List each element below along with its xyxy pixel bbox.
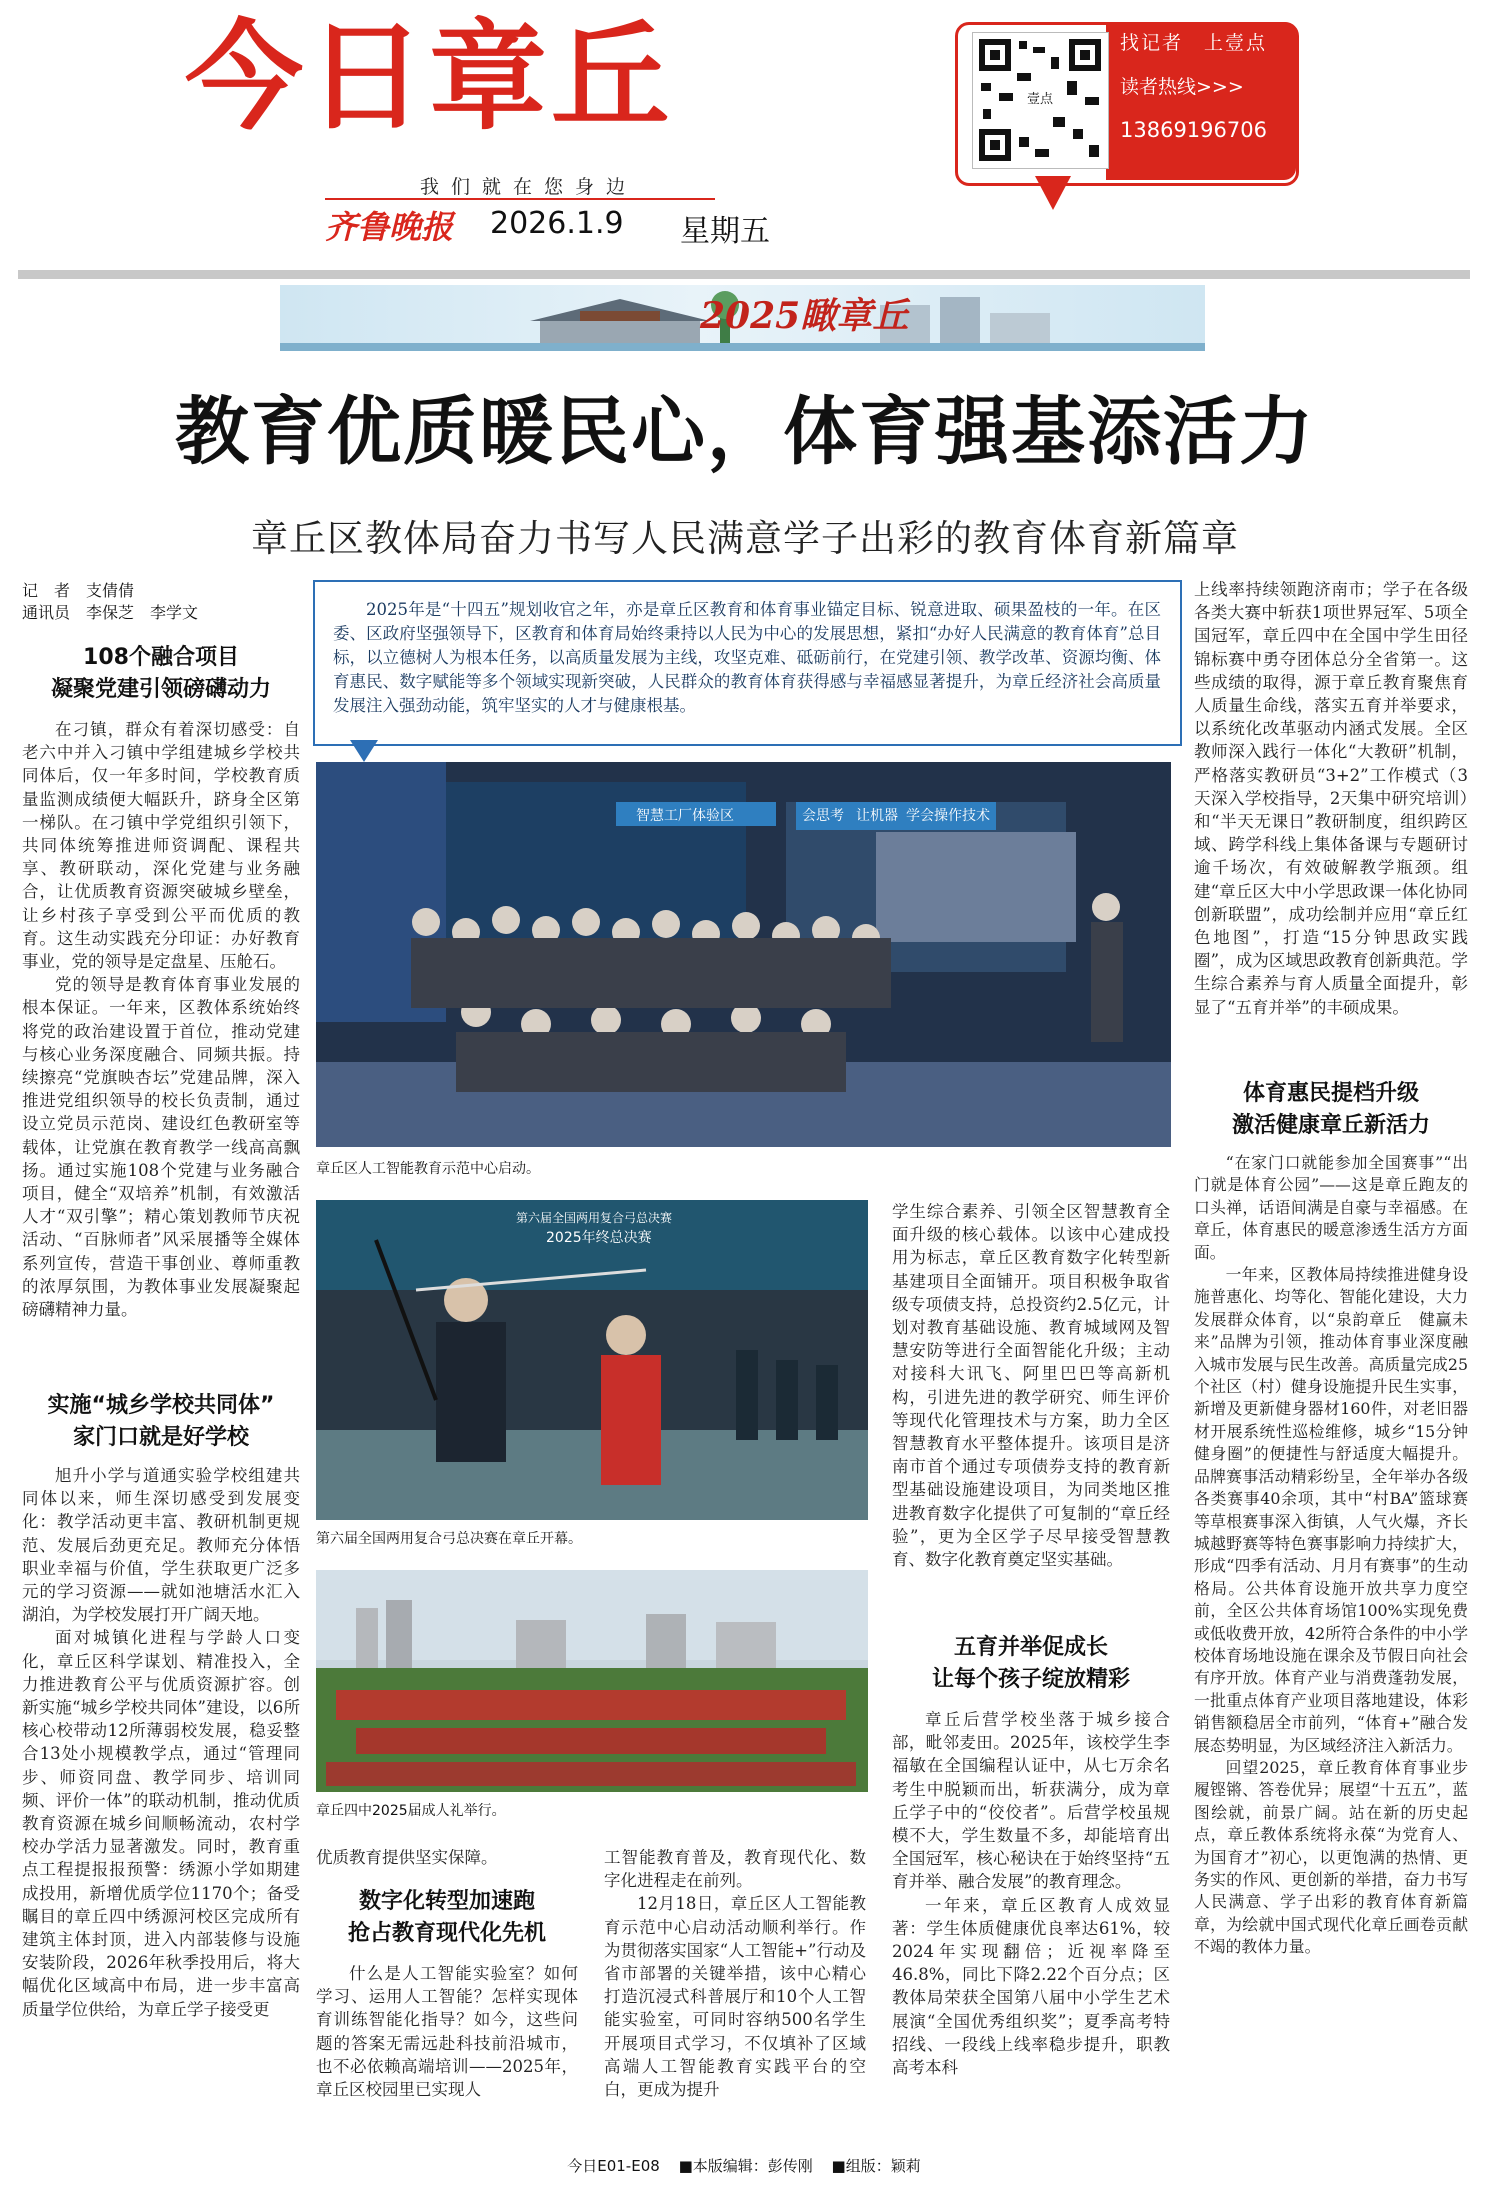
section-title-line: 体育惠民提档升级 (1242, 1081, 1419, 1106)
section-title-digital (316, 1886, 578, 1950)
masthead-title: 今日章丘 (185, 8, 674, 146)
article-column-5b (1194, 1152, 1468, 1959)
article-paragraph: 一年来，区教体局持续推进健身设施普惠化、均等化、智能化建设，大力发展群众体育，以“泉韵章丘 健赢未来”品牌为引领，推动体育事业深度融入城市发展与民生改善。高质量完成25个社区（村）健身设施提升民生实事，新增及更新健身器材160件，对老旧器材开展系统性巡检维修，城乡“15分钟健身圈”的便捷性与舒适度大幅提升。品牌赛事活动精彩纷呈，全年举办各级各类赛事40余项，其中“村BA”篮球赛等草根赛事深入街镇，人气火爆，齐长城越野赛等特色赛事影响力持续扩大，形成“四季有活动、月月有赛事”的生动格局。公共体育设施开放共享力度空前，全区公共体育场馆100%实现免费或低收费开放，42所符合条件的中小学校体育场地设施在课余及节假日向社会有序开放。体育产业与消费蓬勃发展，一批重点体育产业项目落地建设，体彩销售额稳居全市前列，“体育+”融合发展态势明显，为区域经济注入新活力。 (1194, 1265, 1468, 1755)
square-icon: ■ (831, 2157, 846, 2175)
article-paragraph: 旭升小学与道通实验学校组建共同体以来，师生深切感受到发展变化：教学活动更丰富、教研机制更规范、发展后劲更充足。教师充分体悟职业幸福与价值，学生获取更广泛多元的学习资源——就如池塘活水汇入湖泊，为学校发展打开广阔天地。 (22, 1466, 300, 1625)
section-title-line: 让每个孩子绽放精彩 (931, 1667, 1130, 1692)
article-paragraph: 面对城镇化进程与学龄人口变化，章丘区科学谋划、精准投入，全力推进教育公平与优质资源扩容。创新实施“城乡学校共同体”建设，以6所核心校带动12所薄弱校发展，稳妥整合13处小规模教学点，通过“管理同步、师资同盘、教学同步、培训同频、评价一体”的联动机制，推动优质教育资源在城乡间顺畅流动，农村学校办学活力显著激发。同时，教育重点工程提报报预警：绣源小学如期建成投用，新增优质学位1170个；备受瞩目的章丘四中绣源河校区完成所有建筑主体封顶，进入内部装修与设施安装阶段，2026年秋季投用后，将大幅优化区域高中布局，进一步丰富高质量学位供给，为章丘学子接受更 (22, 1628, 300, 2019)
article-column-3 (604, 1846, 866, 2101)
article-paragraph: 党的领导是教育体育事业发展的根本保证。一年来，区教体系统始终将党的政治建设置于首位，推动党建与核心业务深度融合、同频共振。持续擦亮“党旗映杏坛”党建品牌，深入推进党组织领导的校长负责制，通过设立党员示范岗、建设红色教研室等载体，让党旗在教育教学一线高高飘扬。通过实施108个党建与业务融合项目，健全“双培养”机制，有效激活人才“双引擎”；精心策划教师节庆祝活动、“百脉师者”风采展播等全媒体系列宣传，营造干事创业、尊师重教的浓厚氛围，为教体事业发展凝聚起磅礴精神力量。 (22, 975, 300, 1320)
intro-box-tail (350, 740, 378, 762)
photo-sign-text: 学会操作技术 (906, 808, 990, 824)
issue-weekday: 星期五 (680, 214, 770, 249)
masthead-divider (325, 198, 715, 200)
article-paragraph: 学生综合素养、引领全区智慧教育全面升级的核心载体。以该中心建成投用为标志，章丘区教育数字化转型新基建项目全面铺开。项目积极争取省级专项债支持，总投资约2.5亿元，计划对教育基础设施、教育城域网及智慧安防等进行全面智能化升级；主动对接科大讯飞、阿里巴巴等高新机构，引进先进的教学研究、师生评价等现代化管理技术与方案，助力全区智慧教育水平整体提升。该项目是济南市首个通过专项债券支持的教育新型基础设施建设项目，为同类地区推进教育数字化提供了可复制的“章丘经验”，更为全区学子尽早接受智慧教育、数字化教育奠定坚实基础。 (892, 1202, 1170, 1570)
section-title-line: 激活健康章丘新活力 (1231, 1113, 1430, 1138)
photo-caption: 章丘四中2025届成人礼举行。 (316, 1803, 506, 1819)
byline-reporter: 记 者 支倩倩 (22, 581, 135, 600)
section-title-line: 五育并举促成长 (953, 1635, 1108, 1660)
section-title-sports (1194, 1078, 1468, 1142)
photo-ai-education-center (316, 762, 1171, 1147)
square-icon: ■ (678, 2157, 693, 2175)
section-title-line: 家门口就是好学校 (72, 1425, 249, 1450)
masthead-slogan: 我们就在您身边 (420, 176, 638, 198)
byline-correspondents: 通讯员 李保芝 李学文 (22, 603, 199, 622)
intro-summary-text: 2025年是“十四五”规划收官之年，亦是章丘区教育和体育事业锚定目标、锐意进取、硕果盈枝的一年。在区委、区政府坚强领导下，区教育和体育局始终秉持以人民为中心的发展思想，紧扣“办好人民满意的教育体育”总目标，以立德树人为根本任务，以高质量发展为主线，攻坚克难、砥砺前行，在党建引领、教学改革、资源均衡、体育惠民、数字赋能等多个领域实现新突破，人民群众的教育体育获得感与幸福感显著提升，为章丘经济社会高质量发展注入强劲动能，筑牢坚实的人才与健康根基。 (333, 600, 1161, 715)
section-title-five-education (892, 1632, 1170, 1696)
speech-bubble-tail (1035, 176, 1071, 210)
article-column-2 (316, 1846, 578, 1869)
masthead-rule (18, 270, 1470, 279)
photo-ceremony-illustration (316, 1570, 868, 1792)
photo-sign-text: 智慧工厂体验区 (636, 808, 734, 824)
photo-archery-illustration (316, 1200, 868, 1520)
article-paragraph: 优质教育提供坚实保障。 (316, 1848, 498, 1867)
photo-coming-of-age-ceremony (316, 1570, 868, 1792)
article-paragraph: 12月18日，章丘区人工智能教育示范中心启动活动顺利举行。作为贯彻落实国家“人工智能+”行动及省市部署的关键举措，该中心精心打造沉浸式科普展厅和10个人工智能实验室，可同时容纳500名学生开展项目式学习，不仅填补了区域高端人工智能教育实践平台的空白，更成为提升 (604, 1894, 866, 2100)
page-footer (0, 2155, 1488, 2176)
footer-pages: 今日E01-E08 (567, 2157, 660, 2175)
paper-name-logo: 齐鲁晚报 (325, 208, 454, 246)
reader-hotline-number[interactable]: 13869196706 (1120, 118, 1267, 142)
article-column-4b (892, 1708, 1170, 2079)
section-title-line: 实施“城乡学校共同体” (47, 1393, 275, 1418)
qr-code-icon[interactable] (972, 32, 1109, 169)
photo-archery-competition (316, 1200, 868, 1520)
photo-caption: 第六届全国两用复合弓总决赛在章丘开幕。 (316, 1531, 582, 1547)
section-title-party-building (22, 642, 300, 706)
article-paragraph: 工智能教育普及，教育现代化、数字化进程走在前列。 (604, 1848, 866, 1891)
photo-sign-text: 让机器 (856, 808, 898, 824)
article-paragraph: 章丘后营学校坐落于城乡接合部，毗邻麦田。2025年，该校学生李福敏在全国编程认证中，从七万余名考生中脱颖而出，斩获满分，成为章丘学子中的“佼佼者”。后营学校虽规模不大，学生数量不多，却能培育出全国冠军，核心秘诀在于始终坚持“五育并举、融合发展”的教育理念。 (892, 1710, 1170, 1892)
article-column-4 (892, 1200, 1170, 1571)
article-paragraph: 在刁镇，群众有着深切感受：自老六中并入刁镇中学组建城乡学校共同体后，仅一年多时间，学校教育质量监测成绩便大幅跃升，跻身全区第一梯队。在刁镇中学党组织引领下，共同体统筹推进师资调配、课程共享、教研联动，深化党建与业务融合，让优质教育资源突破城乡壁垒，让乡村孩子享受到公平而优质的教育。这生动实践充分印证：办好教育事业，党的领导是定盘星、压舱石。 (22, 720, 300, 972)
photo-sign-text: 会思考 (802, 808, 844, 824)
section-title-line: 凝聚党建引领磅礴动力 (50, 677, 271, 702)
photo-sign-text: 2025年终总决赛 (546, 1230, 652, 1246)
section-title-line: 108个融合项目 (83, 645, 239, 670)
photo-sign-text: 第六届全国两用复合弓总决赛 (516, 1211, 673, 1225)
section-title-line: 数字化转型加速跑 (358, 1889, 535, 1914)
section-title-school-community (22, 1390, 300, 1454)
article-paragraph: “在家门口就能参加全国赛事”“出门就是体育公园”——这是章丘跑友的口头禅，话语间满是自豪与幸福感。在章丘，体育惠民的暖意渗透生活方方面面。 (1194, 1153, 1468, 1262)
article-paragraph: 上线率持续领跑济南市；学子在各级各类大赛中斩获1项世界冠军、5项全国冠军，章丘四中在全国中学生田径锦标赛中勇夺团体总分全省第一。这些成绩的取得，源于章丘教育聚焦育人质量生命线，落实五育并举要求，以系统化改革驱动内涵式发展。全区教师深入践行一体化“大教研”机制，严格落实教研员“3+2”工作模式（3天深入学校指导，2天集中研究培训）和“半天无课日”教研制度，组织跨区域、跨学科线上集体备课与专题研讨逾千场次，有效破解教学瓶颈。组建“章丘区大中小学思政课一体化协同创新联盟”，成功绘制并应用“章丘红色地图”，打造“15分钟思政实践圈”，成为区域思政教育创新典范。学生综合素养与育人质量全面提升，彰显了“五育并举”的丰硕成果。 (1194, 580, 1468, 1017)
page-headline: 教育优质暖民心，体育强基添活力 (175, 389, 1315, 475)
footer-editor: 本版编辑：彭传刚 (692, 2157, 813, 2175)
banner-title: 2025瞰章丘 (700, 295, 909, 337)
issue-date: 2026.1.9 (490, 206, 624, 241)
article-column-1 (22, 718, 300, 1321)
article-column-1b (22, 1464, 300, 2021)
photo-caption: 章丘区人工智能教育示范中心启动。 (316, 1161, 540, 1177)
article-paragraph: 回望2025，章丘教育体育事业步履铿锵、答卷优异；展望“十五五”，蓝图绘就，前景广阔。站在新的历史起点，章丘教体系统将永葆“为党育人、为国育才”初心，以更饱满的热情、更务实的作风、更创新的举措，奋力书写人民满意、学子出彩的教育体育新篇章，为绘就中国式现代化章丘画卷贡献不竭的教体力量。 (1194, 1757, 1468, 1957)
section-title-line: 抢占教育现代化先机 (347, 1921, 546, 1946)
article-column-5 (1194, 578, 1468, 1019)
reader-hotline-label: 读者热线>>> (1120, 76, 1244, 98)
article-paragraph: 一年来，章丘区教育人成效显著：学生体质健康优良率达61%，较2024年实现翻倍；近视率降至46.8%，同比下降2.22个百分点；区教体局荣获全国第八届中小学生艺术展演“全国优秀组织奖”；夏季高考特招线、一段线上线率稳步提升，职教高考本科 (892, 1895, 1170, 2078)
page-subheadline: 章丘区教体局奋力书写人民满意学子出彩的教育体育新篇章 (251, 517, 1239, 560)
bubble-slogan: 找记者 上壹点 (1120, 32, 1268, 54)
photo-ai-center-illustration (316, 762, 1171, 1147)
qr-label: 壹点 (1020, 89, 1060, 111)
article-column-2b (316, 1962, 578, 2101)
footer-layout: 组版：颖莉 (845, 2157, 921, 2175)
article-paragraph: 什么是人工智能实验室？如何学习、运用人工智能？怎样实现体育训练智能化指导？如今，这些问题的答案无需远赴科技前沿城市，也不必依赖高端培训——2025年，章丘区校园里已实现人 (316, 1964, 578, 2100)
